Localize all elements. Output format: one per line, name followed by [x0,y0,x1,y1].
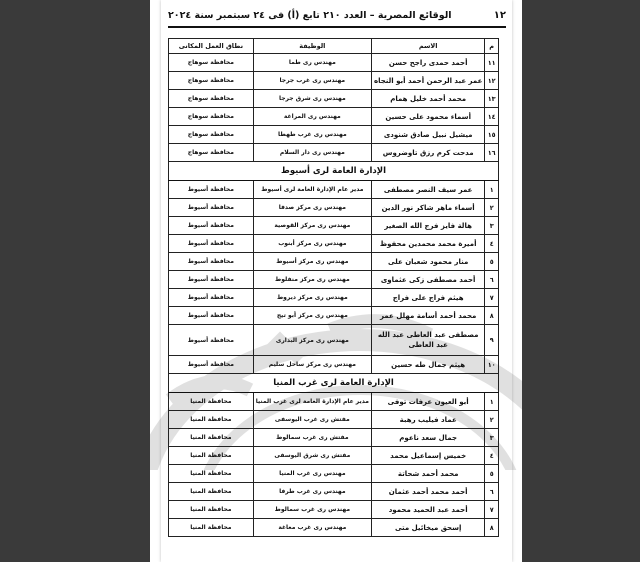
table-header-row [169,39,499,54]
col-header-job: الوظيفة [253,39,371,54]
table-row: ٣ جمال سعد ناعوم مفتش رى غرب سمالوط محافظة المنيا [169,429,499,447]
table-row: ٣ هالة فايز فرج الله الصغير مهندس رى مركز القوصية محافظة أسيوط [169,217,499,235]
table-row: ٦ أحمد مصطفى زكى عثماوى مهندس رى مركز منفلوط محافظة أسيوط [169,271,499,289]
table-row: ٨ إسحق ميخائيل متى مهندس رى غرب مغاغة محافظة المنيا [169,519,499,537]
table-row: ١ عمر سيف النصر مصطفى مدير عام الإدارة العامة لرى أسيوط محافظة أسيوط [169,181,499,199]
table-row: ٤ خميس إسماعيل محمد مفتش رى شرق اليوسفى محافظة المنيا [169,447,499,465]
table-row: ١٠ هيثم جمال طه حسين مهندس رى مركز ساحل سليم محافظة أسيوط [169,356,499,374]
table-row: ٧ هيثم فراج على فراج مهندس رى مركز ديروط محافظة أسيوط [169,289,499,307]
table-row: ٩ مصطفى عبد العاطى عبد الله عبد العاطى مهندس رى مركز البدارى محافظة أسيوط [169,325,499,356]
document-page [150,0,522,562]
table-row: ١٥ ميشيل نبيل صادق شنودى مهندس رى غرب طهطا محافظة سوهاج [169,126,499,144]
col-header-name: الاسم [371,39,484,54]
table-row: ٦ أحمد محمد أحمد عثمان مهندس رى غرب طرفا محافظة المنيا [169,483,499,501]
page-number: ١٢ [493,9,506,21]
table-row: ١٤ أسماء محمود على حسين مهندس رى المراغة محافظة سوهاج [169,108,499,126]
table-row: ٧ أحمد عبد الحميد محمود مهندس رى غرب سمالوط محافظة المنيا [169,501,499,519]
table-row: ١ أبو العيون عرفات توفى مدير عام الإدارة العامة لرى غرب المنيا محافظة المنيا [169,393,499,411]
table-row: ١٣ محمد أحمد خليل همام مهندس رى شرق جرجا محافظة سوهاج [169,90,499,108]
publication-title: الوقائع المصرية – العدد ٢١٠ تابع (أ) فى ٢٤ سبتمبر سنة ٢٠٢٤ [168,9,452,21]
table-row: ٥ محمد أحمد شحاتة مهندس رى غرب المنيا محافظة المنيا [169,465,499,483]
table-row: ٨ محمد أحمد أسامة مهلل عمر مهندس رى مركز أبو تيج محافظة أسيوط [169,307,499,325]
personnel-table [168,38,499,537]
table-row: ١١ أحمد حمدى راجح حسن مهندس رى طما محافظة سوهاج [169,54,499,72]
table-row: ١٢ عمر عبد الرحمن أحمد أبو النجاه مهندس رى غرب جرجا محافظة سوهاج [169,72,499,90]
table-row: ٤ أميرة محمد محمدين محفوظ مهندس رى مركز أبنوب محافظة أسيوط [169,235,499,253]
page-header [168,6,506,24]
col-header-area: نطاق العمل المكانى [169,39,254,54]
header-divider [168,26,506,28]
section-heading-minya: الإدارة العامة لرى غرب المنيا [169,374,499,393]
table-row: ١٦ مدحت كرم رزق تاوضروس مهندس رى دار السلام محافظة سوهاج [169,144,499,162]
section-heading-assiut: الإدارة العامة لرى أسيوط [169,162,499,181]
table-row: ٢ أسماء ماهر شاكر نور الدين مهندس رى مركز صدفا محافظة أسيوط [169,199,499,217]
table-row: ٥ منار محمود شعبان على مهندس رى مركز أسيوط محافظة أسيوط [169,253,499,271]
col-header-num: م [485,39,499,54]
table-row: ٢ عماد فيليب رهبة مفتش رى غرب اليوسفى محافظة المنيا [169,411,499,429]
